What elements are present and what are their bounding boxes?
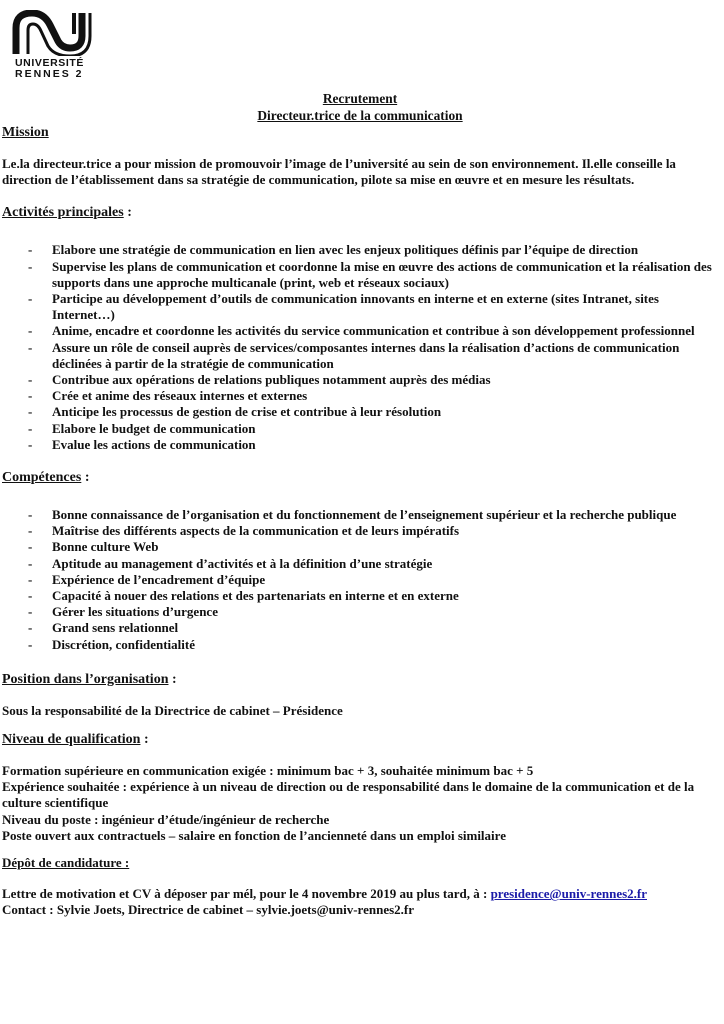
list-item: - Aptitude au management d’activités et à la définition d’une stratégie: [2, 556, 718, 572]
list-item: - Gérer les situations d’urgence: [2, 604, 718, 620]
mission-heading: Mission: [2, 125, 49, 140]
competences-heading: Compétences :: [2, 470, 90, 486]
document-subtitle: Directeur.trice de la communication: [257, 108, 463, 123]
list-item: - Discrétion, confidentialité: [2, 637, 718, 653]
list-item: - Supervise les plans de communication et coordonne la mise en œuvre des actions de communication et la réalisation des supports dans une approche multicanale (print, web et réseaux sociaux): [2, 259, 718, 291]
logo-text-line2: RENNES 2: [15, 68, 84, 80]
list-item: - Grand sens relationnel: [2, 620, 718, 636]
candidature-line1: Lettre de motivation et CV à déposer par mél, pour le 4 novembre 2019 au plus tard, à : presidence@univ-rennes2.fr: [2, 886, 647, 902]
list-item: - Assure un rôle de conseil auprès de services/composantes internes dans la réalisation d’actions de communication déclinées à partir de la stratégie de communication: [2, 340, 718, 372]
qualification-line: Poste ouvert aux contractuels – salaire en fonction de l’ancienneté dans un emploi similaire: [2, 827, 506, 843]
qualification-line: Expérience souhaitée : expérience à un niveau de direction ou de responsabilité dans le domaine de la communication et de la culture scientifique: [2, 779, 695, 811]
list-item: - Elabore une stratégie de communication en lien avec les enjeux politiques définis par l’équipe de direction: [2, 242, 718, 258]
university-logo: [12, 10, 92, 80]
qualification-line: Formation supérieure en communication exigée : minimum bac + 3, souhaitée minimum bac + 5: [2, 763, 534, 779]
position-text: Sous la responsabilité de la Directrice de cabinet – Présidence: [2, 702, 343, 718]
candidature-line2: Contact : Sylvie Joets, Directrice de cabinet – sylvie.joets@univ-rennes2.fr: [2, 902, 415, 918]
document-body: [2, 90, 718, 919]
activites-list: [2, 242, 718, 453]
list-item: - Evalue les actions de communication: [2, 437, 718, 453]
list-item: - Contribue aux opérations de relations publiques notamment auprès des médias: [2, 372, 718, 388]
qualification-line: Niveau du poste : ingénieur d’étude/ingénieur de recherche: [2, 811, 330, 827]
list-item: - Bonne connaissance de l’organisation et du fonctionnement de l’enseignement supérieur et la recherche publique: [2, 507, 718, 523]
list-item: - Maîtrise des différents aspects de la communication et de leurs impératifs: [2, 523, 718, 539]
mission-text: Le.la directeur.trice a pour mission de promouvoir l’image de l’université au sein de son environnement. Il.elle conseille la direction de l’établissement dans sa stratégie de communication, pilote sa mise en œuvre et en mesure les résultats.: [2, 156, 676, 188]
list-item: - Crée et anime des réseaux internes et externes: [2, 388, 718, 404]
university-logo-mark: [12, 10, 92, 56]
list-item: - Bonne culture Web: [2, 539, 718, 555]
list-item: - Anime, encadre et coordonne les activités du service communication et contribue à son développement professionnel: [2, 323, 718, 339]
competences-list: [2, 507, 718, 653]
logo-text-line1: UNIVERSITÉ: [15, 57, 85, 69]
list-item: - Expérience de l’encadrement d’équipe: [2, 572, 718, 588]
list-item: - Anticipe les processus de gestion de crise et contribue à leur résolution: [2, 404, 718, 420]
activites-heading: Activités principales :: [2, 205, 132, 221]
document-title: Recrutement: [322, 91, 398, 106]
list-item: - Capacité à nouer des relations et des partenariats en interne et en externe: [2, 588, 718, 604]
list-item: - Elabore le budget de communication: [2, 421, 718, 437]
email-link[interactable]: presidence@univ-rennes2.fr: [490, 886, 647, 902]
qualification-heading: Niveau de qualification :: [2, 732, 149, 748]
position-heading: Position dans l’organisation :: [2, 671, 177, 687]
candidature-heading: Dépôt de candidature :: [2, 855, 130, 871]
list-item: - Participe au développement d’outils de communication innovants en interne et en externe (sites Intranet, sites Internet…): [2, 291, 718, 323]
